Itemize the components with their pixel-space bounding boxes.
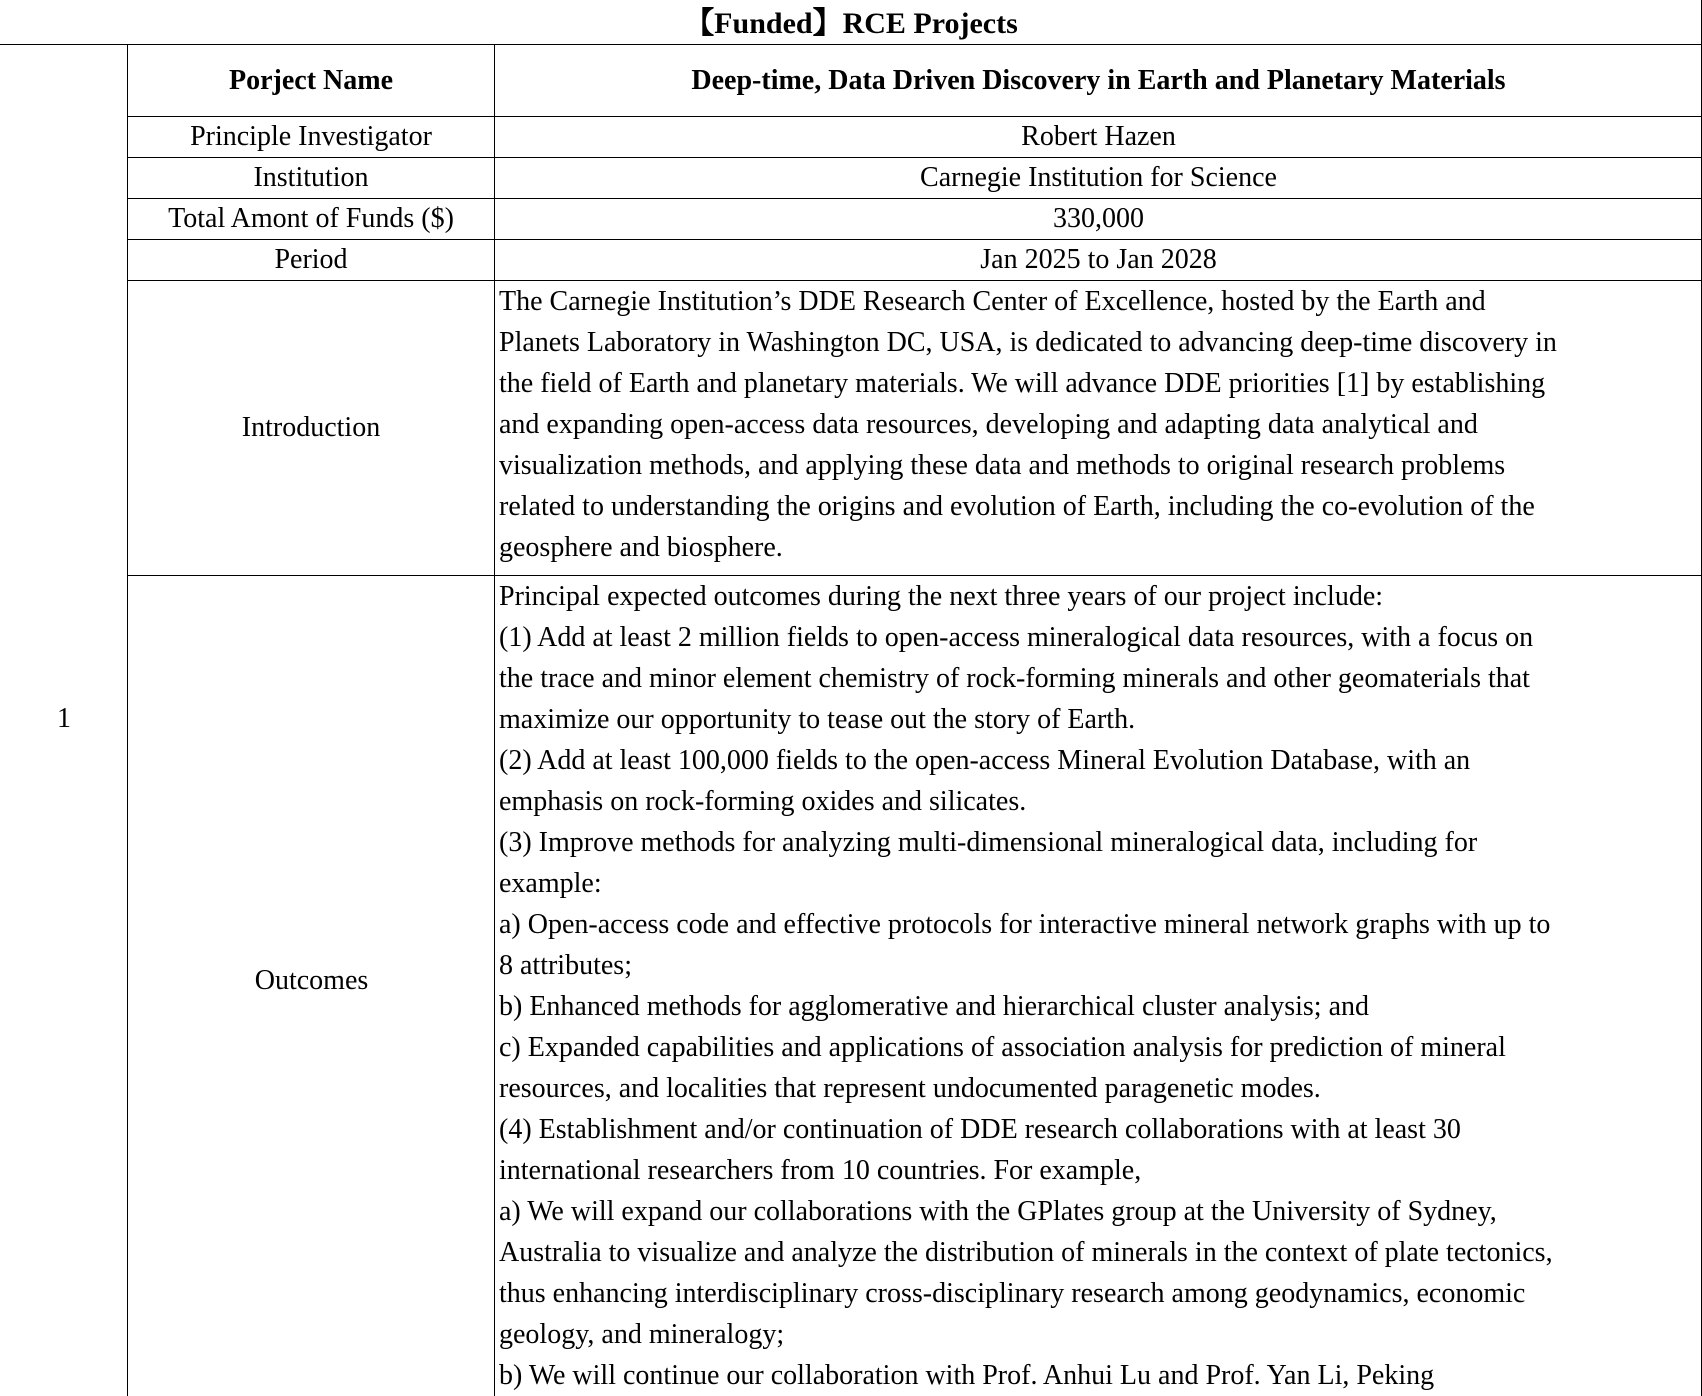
outcomes-line: example: [499, 868, 602, 899]
institution-value-cell[interactable] [495, 158, 1702, 198]
introduction-line: and expanding open-access data resources, developing and adapting data analytical and [499, 409, 1478, 440]
funds-label: Total Amont of Funds ($) [168, 203, 454, 234]
institution-row [128, 158, 1702, 199]
outcomes-label: Outcomes [254, 965, 369, 996]
introduction-label-cell[interactable] [128, 281, 495, 575]
institution-label: Institution [253, 162, 369, 193]
outcomes-line: (4) Establishment and/or continuation of DDE research collaborations with at least 30 [499, 1114, 1461, 1145]
outcomes-line: (3) Improve methods for analyzing multi-dimensional mineralogical data, including for [499, 827, 1478, 858]
introduction-line: The Carnegie Institution’s DDE Research Center of Excellence, hosted by the Earth and [499, 286, 1486, 317]
institution-label-cell[interactable] [128, 158, 495, 198]
period-value: Jan 2025 to Jan 2028 [980, 244, 1217, 275]
outcomes-line: resources, and localities that represent undocumented paragenetic modes. [499, 1073, 1321, 1104]
introduction-line: visualization methods, and applying these data and methods to original research problems [499, 450, 1506, 481]
outcomes-line: (1) Add at least 2 million fields to open-access mineralogical data resources, with a focus on [499, 622, 1534, 653]
project-name-label: Porject Name [228, 64, 393, 96]
row-number: 1 [57, 703, 71, 734]
outcomes-line: b) We will continue our collaboration with Prof. Anhui Lu and Prof. Yan Li, Peking [499, 1360, 1435, 1391]
period-row [128, 240, 1702, 281]
funds-value: 330,000 [1053, 203, 1144, 234]
pi-row [128, 117, 1702, 158]
funds-label-cell[interactable] [128, 199, 495, 239]
outcomes-line: Australia to visualize and analyze the distribution of minerals in the context of plate tectonics, [499, 1237, 1553, 1268]
pi-value: Robert Hazen [1021, 121, 1176, 152]
outcomes-line: international researchers from 10 countries. For example, [499, 1155, 1142, 1186]
outcomes-line: geology, and mineralogy; [499, 1319, 785, 1350]
pi-label-cell[interactable] [128, 117, 495, 157]
period-value-cell[interactable] [495, 240, 1702, 280]
pi-value-cell[interactable] [495, 117, 1702, 157]
outcomes-line: b) Enhanced methods for agglomerative and hierarchical cluster analysis; and [499, 991, 1369, 1022]
period-label-cell[interactable] [128, 240, 495, 280]
outcomes-line: emphasis on rock-forming oxides and silicates. [499, 786, 1027, 817]
sheet-title: 【Funded】RCE Projects [0, 0, 1702, 45]
outcomes-line: a) Open-access code and effective protocols for interactive mineral network graphs with up to [499, 909, 1551, 940]
introduction-line: geosphere and biosphere. [499, 532, 783, 563]
outcomes-line: Principal expected outcomes during the next three years of our project include: [499, 581, 1384, 612]
project-name-value-cell[interactable] [495, 45, 1702, 116]
row-number-cell[interactable] [0, 45, 128, 1396]
introduction-line: Planets Laboratory in Washington DC, USA, is dedicated to advancing deep-time discovery in [499, 327, 1557, 358]
funds-value-cell[interactable] [495, 199, 1702, 239]
project-name-row [128, 45, 1702, 117]
outcomes-line: 8 attributes; [499, 950, 632, 981]
project-name-value: Deep-time, Data Driven Discovery in Earth and Planetary Materials [691, 64, 1506, 96]
introduction-line: related to understanding the origins and evolution of Earth, including the co-evolution of the [499, 491, 1535, 522]
project-name-label-cell[interactable] [128, 45, 495, 116]
institution-value: Carnegie Institution for Science [920, 162, 1277, 193]
introduction-value-cell[interactable] [495, 281, 1702, 575]
pi-label: Principle Investigator [190, 121, 432, 152]
outcomes-value-cell[interactable] [495, 576, 1702, 1396]
introduction-row [128, 281, 1702, 576]
introduction-label: Introduction [241, 412, 381, 443]
funds-row [128, 199, 1702, 240]
outcomes-line: maximize our opportunity to tease out the story of Earth. [499, 704, 1136, 735]
period-label: Period [274, 244, 348, 275]
introduction-line: the field of Earth and planetary materials. We will advance DDE priorities [1] by establishing [499, 368, 1546, 399]
outcomes-label-cell[interactable] [128, 576, 495, 1396]
outcomes-line: the trace and minor element chemistry of rock-forming minerals and other geomaterials that [499, 663, 1530, 694]
outcomes-line: thus enhancing interdisciplinary cross-disciplinary research among geodynamics, economic [499, 1278, 1526, 1309]
outcomes-row [128, 576, 1702, 1396]
outcomes-line: c) Expanded capabilities and applications of association analysis for prediction of mineral [499, 1032, 1506, 1063]
outcomes-line: a) We will expand our collaborations with the GPlates group at the University of Sydney, [499, 1196, 1497, 1227]
outcomes-line: (2) Add at least 100,000 fields to the open-access Mineral Evolution Database, with an [499, 745, 1471, 776]
